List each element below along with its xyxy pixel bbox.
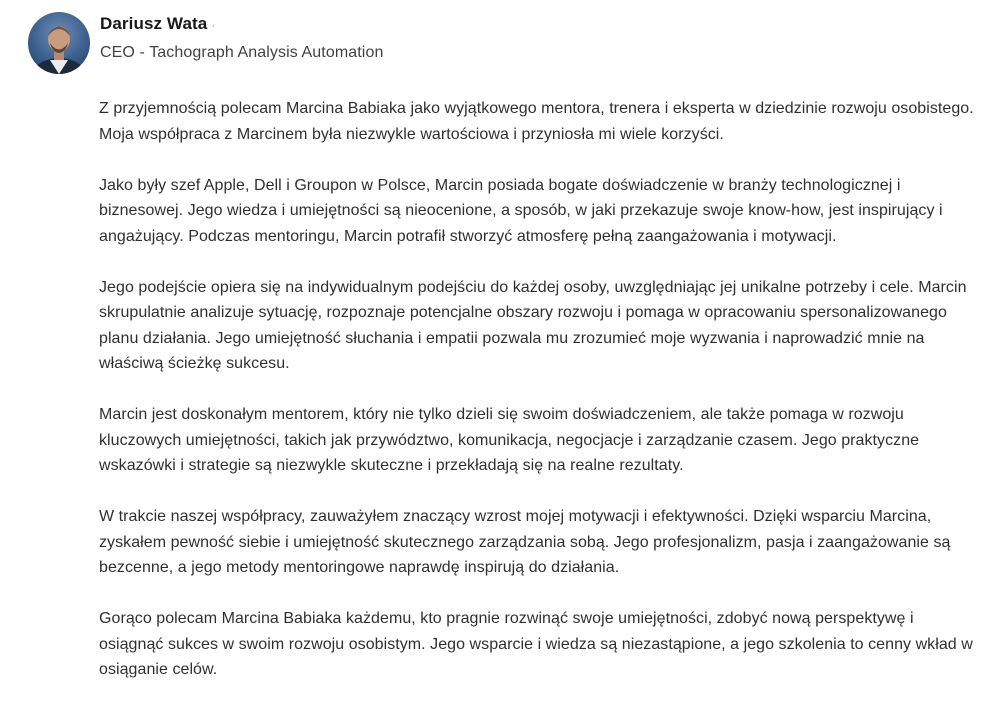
recommendation-paragraph: Marcin jest doskonałym mentorem, który nie tylko dzieli się swoim doświadczeniem, ale także pomaga w rozwoju kluczowych umiejętności, takich jak przywództwo, komunikacja, negocjacje i zarządzanie czasem. Jego praktyczne wskazówki i strategie są niezwykle skuteczne i przekładają się na realne rezultaty. bbox=[99, 406, 920, 474]
author-headline: CEO - Tachograph Analysis Automation bbox=[100, 44, 384, 61]
recommendation-paragraph: Jako były szef Apple, Dell i Groupon w Polsce, Marcin posiada bogate doświadczenie w branży technologicznej i biznesowej. Jego wiedza i umiejętności są nieocenione, a sposób, w jaki przekazuje swoje know-how, jest inspirujący i angażujący. Podczas mentoringu, Marcin potrafił stworzyć atmosferę pełną zaangażowania i motywacji. bbox=[99, 176, 943, 245]
recommendation-paragraph: W trakcie naszej współpracy, zauważyłem znaczący wzrost mojej motywacji i efektywności. Dzięki wsparciu Marcina, zyskałem pewność siebie i umiejętność skutecznego zarządzania sobą. Jego profesjonalizm, pasja i zaangażowanie są bezcenne, a jego metody mentoringowe naprawdę inspirują do działania. bbox=[99, 508, 951, 576]
recommendation-paragraph: Z przyjemnością polecam Marcina Babiaka jako wyjątkowego mentora, trenera i eksperta w dziedzinie rozwoju osobistego. Moja współpraca z Marcinem była niezwykle wartościowa i przyniosła mi wiele korzyści. bbox=[99, 100, 974, 143]
author-name[interactable]: Dariusz Wata bbox=[100, 14, 208, 33]
recommendation-paragraph: Gorąco polecam Marcina Babiaka każdemu, kto pragnie rozwinąć swoje umiejętności, zdobyć nową perspektywę i osiągnąć sukces w swoim rozwoju osobistym. Jego wsparcie i wiedza są niezastąpione, a jego szkolenia to cenny wkład w osiąganie celów. bbox=[99, 610, 973, 678]
author-info bbox=[100, 14, 383, 62]
recommendation-text bbox=[99, 96, 979, 708]
author-name-row bbox=[100, 14, 383, 38]
avatar[interactable] bbox=[28, 12, 90, 74]
person-photo-icon bbox=[28, 12, 90, 74]
recommendation-header bbox=[28, 12, 383, 74]
recommendation-paragraph: Jego podejście opiera się na indywidualnym podejściu do każdej osoby, uwzględniając jej unikalne potrzeby i cele. Marcin skrupulatnie analizuje sytuację, rozpoznaje potencjalne obszary rozwoju i pomaga w opracowaniu spersonalizowanego planu działania. Jego umiejętność słuchania i empatii pozwala mu zrozumieć moje wyzwania i naprowadzić mnie na właściwą ścieżkę sukcesu. bbox=[99, 278, 967, 372]
degree-separator: · bbox=[211, 18, 216, 32]
